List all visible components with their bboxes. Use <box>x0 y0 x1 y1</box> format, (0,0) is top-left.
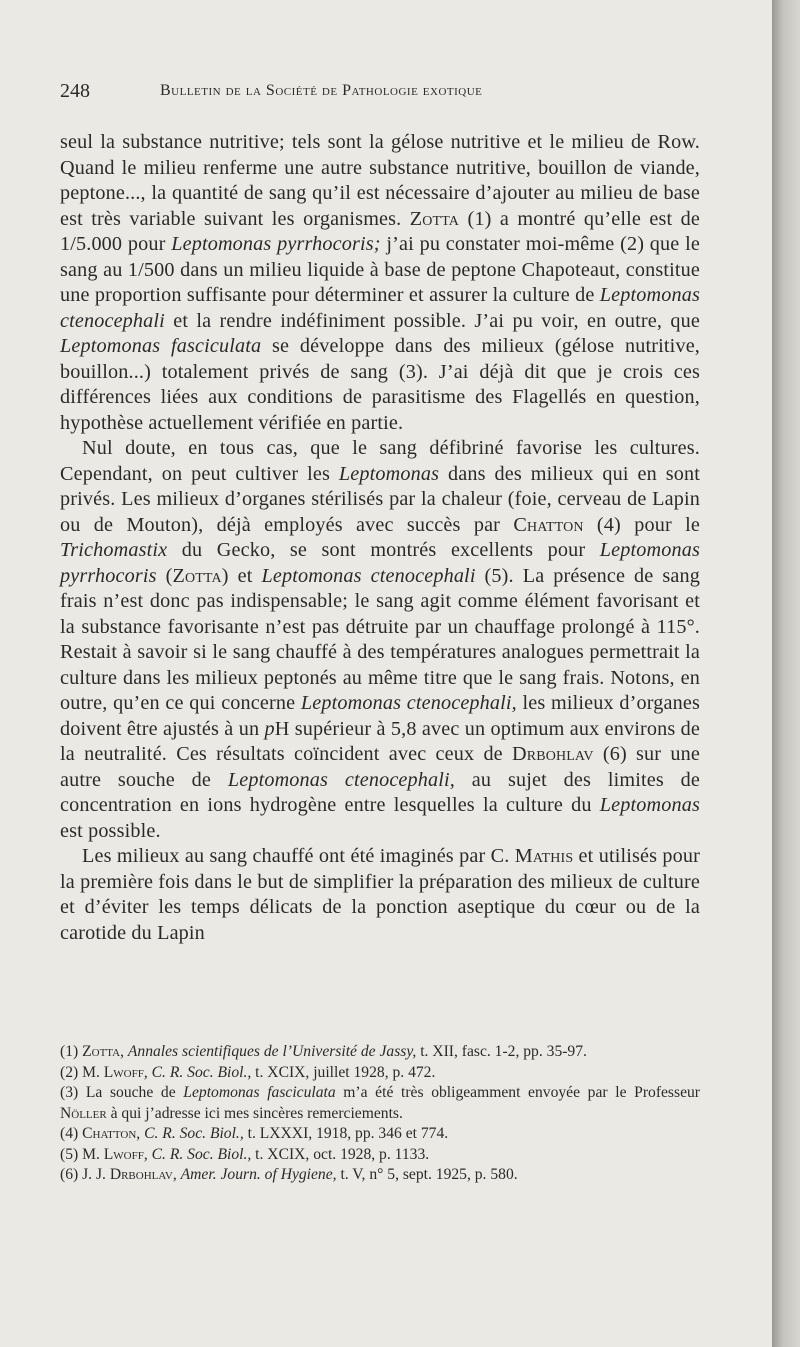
author-name: Mathis <box>514 845 574 867</box>
paragraph-3: Les milieux au sang chauffé ont été imaginés par C. Mathis et utilisés pour la première fois dans le but de simplifier la préparation des milieux de culture et d’éviter les temps délicats de la ponction aseptique du cœur ou de la carotide du Lapin <box>60 845 701 944</box>
ph-symbol: p <box>264 717 275 740</box>
paragraph-1: seul la substance nutritive; tels sont la gélose nutritive et le milieu de Row. Quand le milieu renferme une autre substance nutritive, bouillon de viande, peptone..., la quantité de sang qu’il est nécessaire d’ajouter au milieu de base est très variable suivant les organismes. Zotta (1) a montré qu’elle est de 1/5.000 pour Leptomonas pyrrhocoris; j’ai pu constater moi-même (2) que le sang au 1/500 dans un milieu liquide à base de peptone Chapoteaut, constitue une proportion suffisante pour déterminer et assurer la culture de Leptomonas ctenocephali et la rendre indéfiniment possible. J’ai pu voir, en outre, que Leptomonas fasciculata se développe dans des milieux (gélose nutritive, bouillon...) totalement privés de sang (3). J’ai déjà dit que je crois ces différences liées aux conditions de parasitisme des Flagellés en question, hypothèse actuellement vérifiée en partie. <box>60 131 700 434</box>
species-name: Leptomonas ctenocephali <box>261 564 476 587</box>
author-name: Chatton <box>513 513 584 536</box>
genus-name: Leptomonas <box>338 462 440 485</box>
paragraph-2: Nul doute, en tous cas, que le sang défibriné favorise les cultures. Cependant, on peut cultiver les Leptomonas dans des milieux qui en sont privés. Les milieux d’organes stérilisés par la chaleur (foie, cerveau de Lapin ou de Mouton), déjà employés avec succès par Chatton (4) pour le Trichomastix du Gecko, se sont montrés excellents pour Leptomonas pyrrhocoris (Zotta) et Leptomonas ctenocephali (5). La présence de sang frais n’est donc pas indispensable; le sang agit comme élément favorisant et la substance favorisante n’est pas détruite par un chauffage prolongé à 115°. Restait à savoir si le sang chauffé à des températures analogues permettrait la culture dans les milieux peptonés au même titre que le sang frais. Notons, en outre, qu’en ce qui concerne Leptomonas ctenocephali, les milieux d’organes doivent être ajustés à un pH supérieur à 5,8 avec un optimum aux environs de la neutralité. Ces résultats coïncident avec ceux de Drbohlav (6) sur une autre souche de Leptomonas ctenocephali, au sujet des limites de concentration en ions hydrogène entre lesquelles la culture du Leptomonas est possible. <box>60 437 701 842</box>
species-name: Leptomonas pyrrhocoris <box>60 539 700 587</box>
page-edge-shadow <box>772 0 800 1347</box>
species-name: Leptomonas ctenocephali, <box>300 692 517 714</box>
page-number: 248 <box>60 80 90 102</box>
species-name: Leptomonas fasciculata <box>60 335 262 357</box>
footnotes <box>60 1042 700 1186</box>
body-text <box>60 130 700 946</box>
author-name: Zotta <box>172 564 222 587</box>
page-header <box>60 80 720 110</box>
genus-name: Trichomastix <box>60 539 168 561</box>
species-name: Leptomonas pyrrhocoris; <box>171 233 381 255</box>
footnote-4: (4) Chatton, C. R. Soc. Biol., t. LXXXI, 1918, pp. 346 et 774. <box>60 1125 449 1142</box>
species-name: Leptomonas ctenocephali, <box>227 768 455 791</box>
footnote-6: (6) J. J. Drbohlav, Amer. Journ. of Hygiene, t. V, n° 5, sept. 1925, p. 580. <box>60 1166 518 1183</box>
footnote-2: (2) M. Lwoff, C. R. Soc. Biol., t. XCIX, juillet 1928, p. 472. <box>60 1063 436 1081</box>
genus-name: Leptomonas <box>599 794 700 816</box>
footnote-3: (3) La souche de Leptomonas fasciculata m’a été très obligeamment envoyée par le Professeur Nöller à qui j’adresse ici mes sincères remerciements. <box>60 1084 700 1122</box>
footnote-1: (1) Zotta, Annales scientifiques de l’Université de Jassy, t. XII, fasc. 1-2, pp. 35-97. <box>60 1043 587 1060</box>
author-name: Drbohlav <box>512 743 594 765</box>
author-name: Zotta <box>409 207 460 230</box>
footnote-5: (5) M. Lwoff, C. R. Soc. Biol., t. XCIX, oct. 1928, p. 1133. <box>60 1145 430 1163</box>
running-title: Bulletin de la Société de Pathologie exotique <box>160 82 483 99</box>
species-name: Leptomonas ctenocephali <box>60 284 700 332</box>
